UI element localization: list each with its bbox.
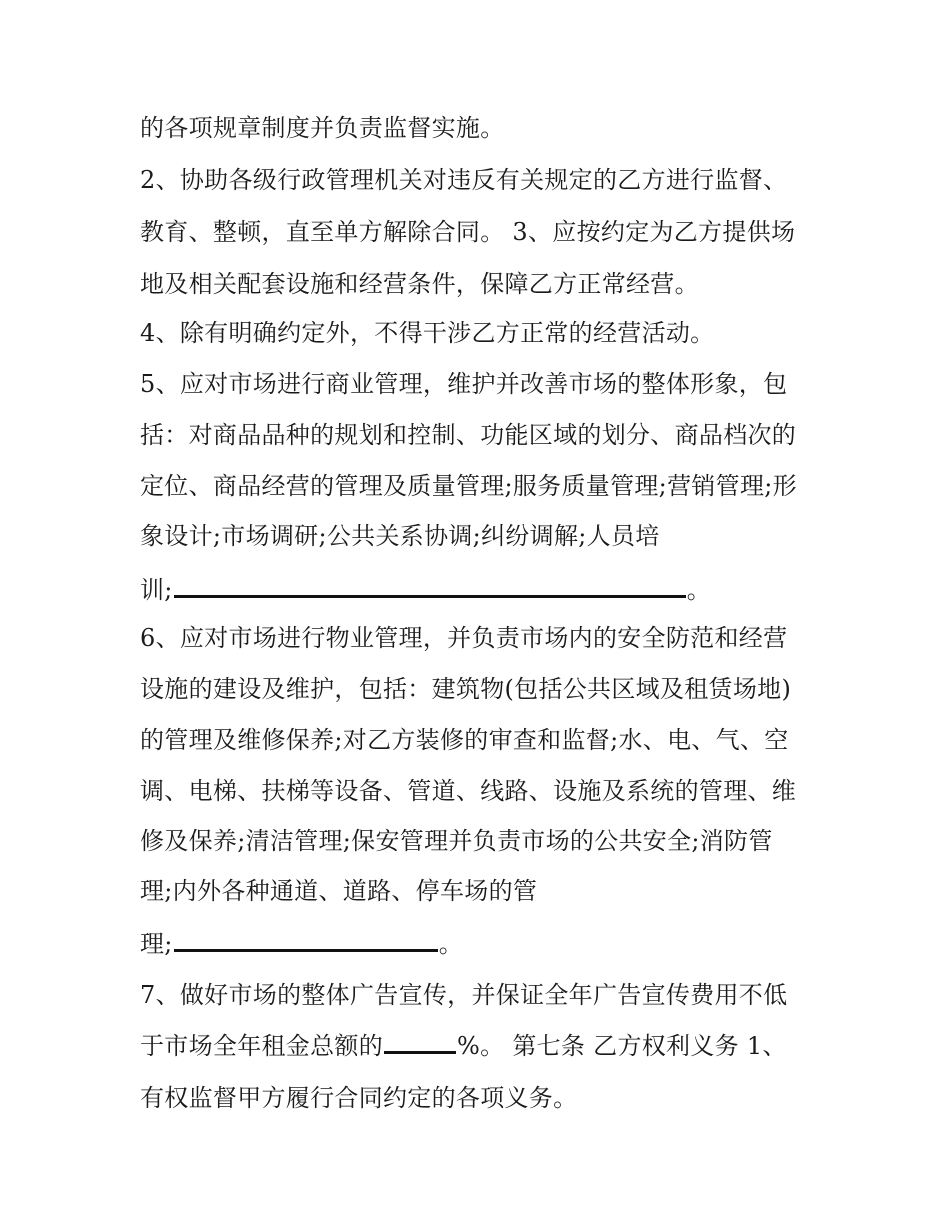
fill-in-blank[interactable] xyxy=(174,573,686,598)
blank-suffix: 。 xyxy=(438,930,463,958)
text-line: 的各项规章制度并负责监督实施。 xyxy=(140,114,505,142)
text-line: 象设计;市场调研;公共关系协调;纠纷调解;人员培 xyxy=(140,522,660,550)
text-line: 修及保养;清洁管理;保安管理并负责市场的公共安全;消防管 xyxy=(140,827,773,855)
text-line: 调、电梯、扶梯等设备、管道、线路、设施及系统的管理、维 xyxy=(140,777,797,805)
text-line: 7、做好市场的整体广告宣传，并保证全年广告宣传费用不低 xyxy=(140,981,788,1009)
text-line: 教育、整顿，直至单方解除合同。 3、应按约定为乙方提供场 xyxy=(140,218,796,246)
blank-prefix: 理; xyxy=(140,930,173,958)
fill-in-blank[interactable] xyxy=(174,927,438,952)
text-line: 2、协助各级行政管理机关对违反有关规定的乙方进行监督、 xyxy=(140,166,788,194)
text-line: 理;内外各种通道、道路、停车场的管 xyxy=(140,877,538,905)
text-line: 5、应对市场进行商业管理，维护并改善市场的整体形象，包 xyxy=(140,370,788,398)
blank-suffix: 。 xyxy=(686,576,711,604)
text-line: 4、除有明确约定外，不得干涉乙方正常的经营活动。 xyxy=(140,319,715,347)
text-line: 有权监督甲方履行合同约定的各项义务。 xyxy=(140,1084,578,1112)
fill-in-line xyxy=(140,924,840,964)
blank-suffix: %。 第七条 乙方权利义务 1、 xyxy=(457,1032,787,1060)
blank-prefix: 于市场全年租金总额的 xyxy=(140,1032,383,1060)
text-line: 的管理及维修保养;对乙方装修的审查和监督;水、电、气、空 xyxy=(140,726,789,754)
text-line: 6、应对市场进行物业管理，并负责市场内的安全防范和经营 xyxy=(140,624,788,652)
text-line: 设施的建设及维护，包括：建筑物(包括公共区域及租赁场地) xyxy=(140,675,792,703)
percentage-blank[interactable] xyxy=(384,1029,456,1054)
text-line: 括：对商品品种的规划和控制、功能区域的划分、商品档次的 xyxy=(140,421,797,449)
text-line: 定位、商品经营的管理及质量管理;服务质量管理;营销管理;形 xyxy=(140,472,797,500)
fill-in-line xyxy=(140,1026,840,1066)
text-line: 地及相关配套设施和经营条件，保障乙方正常经营。 xyxy=(140,270,699,298)
fill-in-line xyxy=(140,570,840,610)
blank-prefix: 训; xyxy=(140,576,173,604)
